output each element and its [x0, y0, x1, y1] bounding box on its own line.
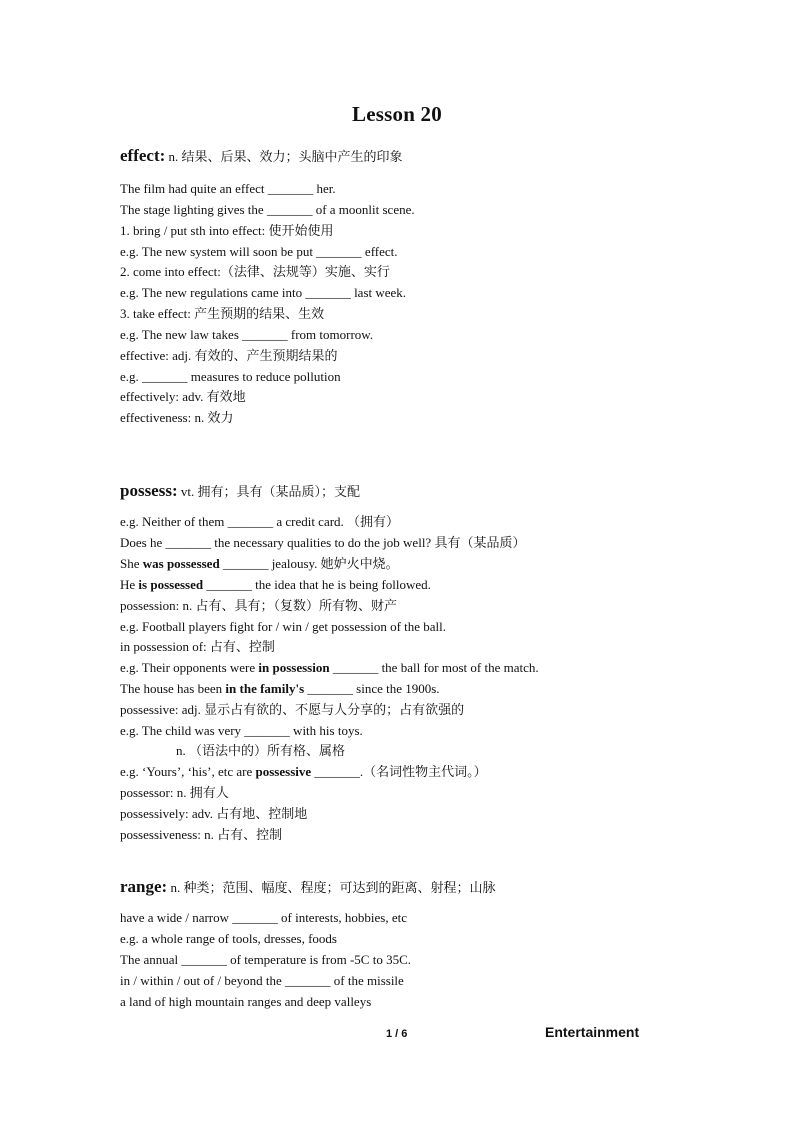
- example-line: [120, 660, 539, 676]
- entry-heading-effect: [120, 146, 403, 166]
- example-line: have a wide / narrow _______ of interests, hobbies, etc: [120, 910, 408, 925]
- phrase-line: in possession of: 占有、控制: [120, 639, 275, 654]
- bold-text-run: possessive: [255, 764, 312, 779]
- footer-section-title: Entertainment: [545, 1024, 640, 1040]
- example-line: in / within / out of / beyond the _______ of the missile: [120, 973, 404, 988]
- text-run: e.g. ‘Yours’, ‘his’, etc are: [120, 764, 256, 779]
- example-line: e.g. Football players fight for / win / get possession of the ball.: [120, 619, 447, 634]
- text-run: _______ jealousy. 她妒火中烧。: [219, 556, 399, 571]
- phrase-line: 1. bring / put sth into effect: 使开始使用: [120, 223, 334, 238]
- text-run: She: [120, 556, 143, 571]
- bold-text-run: in possession: [258, 660, 330, 675]
- headword-definition: n. 结果、后果、效力；头脑中产生的印象: [165, 149, 403, 164]
- phrase-line: 2. come into effect:（法律、法规等）实施、实行: [120, 264, 390, 279]
- derivative-line: possession: n. 占有、具有；（复数）所有物、财产: [120, 598, 397, 613]
- text-run: The house has been: [120, 681, 226, 696]
- example-line: [120, 556, 399, 572]
- headword: possess:: [120, 481, 178, 500]
- definition-line: n. （语法中的）所有格、属格: [176, 743, 346, 758]
- derivative-line: effectively: adv. 有效地: [120, 389, 246, 404]
- text-run: _______.（名词性物主代词。）: [311, 764, 487, 779]
- derivative-line: effective: adj. 有效的、产生预期结果的: [120, 348, 338, 363]
- derivative-line: effectiveness: n. 效力: [120, 410, 234, 425]
- derivative-line: possessive: adj. 显示占有欲的、不愿与人分享的；占有欲强的: [120, 702, 465, 717]
- text-run: _______ the ball for most of the match.: [329, 660, 539, 675]
- headword: effect:: [120, 146, 166, 165]
- example-line: The film had quite an effect _______ her.: [120, 181, 336, 196]
- text-run: _______ since the 1900s.: [304, 681, 440, 696]
- example-line: The annual _______ of temperature is from -5C to 35C.: [120, 952, 411, 967]
- bold-text-run: is possessed: [138, 577, 204, 592]
- text-run: _______ the idea that he is being followed.: [203, 577, 431, 592]
- page-title: Lesson 20: [352, 102, 442, 126]
- derivative-line: possessively: adv. 占有地、控制地: [120, 806, 308, 821]
- phrase-line: 3. take effect: 产生预期的结果、生效: [120, 306, 325, 321]
- headword-definition: n. 种类；范围、幅度、程度；可达到的距离、射程；山脉: [167, 880, 496, 895]
- example-line: e.g. The new regulations came into _______ last week.: [120, 285, 407, 300]
- example-line: e.g. The new system will soon be put _______ effect.: [120, 244, 398, 259]
- text-run: He: [120, 577, 139, 592]
- entry-heading-possess: [120, 481, 360, 501]
- bold-text-run: was possessed: [142, 556, 220, 571]
- derivative-line: possessiveness: n. 占有、控制: [120, 827, 283, 842]
- example-line: e.g. _______ measures to reduce pollution: [120, 369, 341, 384]
- headword: range:: [120, 877, 168, 896]
- example-line: [120, 681, 440, 697]
- example-line: e.g. The new law takes _______ from tomorrow.: [120, 327, 374, 342]
- example-line: [120, 764, 487, 780]
- example-line: [120, 577, 431, 593]
- bold-text-run: in the family's: [225, 681, 305, 696]
- example-line: Does he _______ the necessary qualities to do the job well? 具有（某品质）: [120, 535, 526, 550]
- example-line: The stage lighting gives the _______ of a moonlit scene.: [120, 202, 415, 217]
- example-line: e.g. The child was very _______ with his toys.: [120, 723, 363, 738]
- headword-definition: vt. 拥有；具有（某品质）；支配: [177, 484, 360, 499]
- example-line: a land of high mountain ranges and deep valleys: [120, 994, 372, 1009]
- derivative-line: possessor: n. 拥有人: [120, 785, 229, 800]
- page-number: 1 / 6: [386, 1028, 408, 1040]
- entry-heading-range: [120, 877, 495, 897]
- text-run: e.g. Their opponents were: [120, 660, 259, 675]
- example-line: e.g. Neither of them _______ a credit card. （拥有）: [120, 514, 400, 529]
- example-line: e.g. a whole range of tools, dresses, foods: [120, 931, 337, 946]
